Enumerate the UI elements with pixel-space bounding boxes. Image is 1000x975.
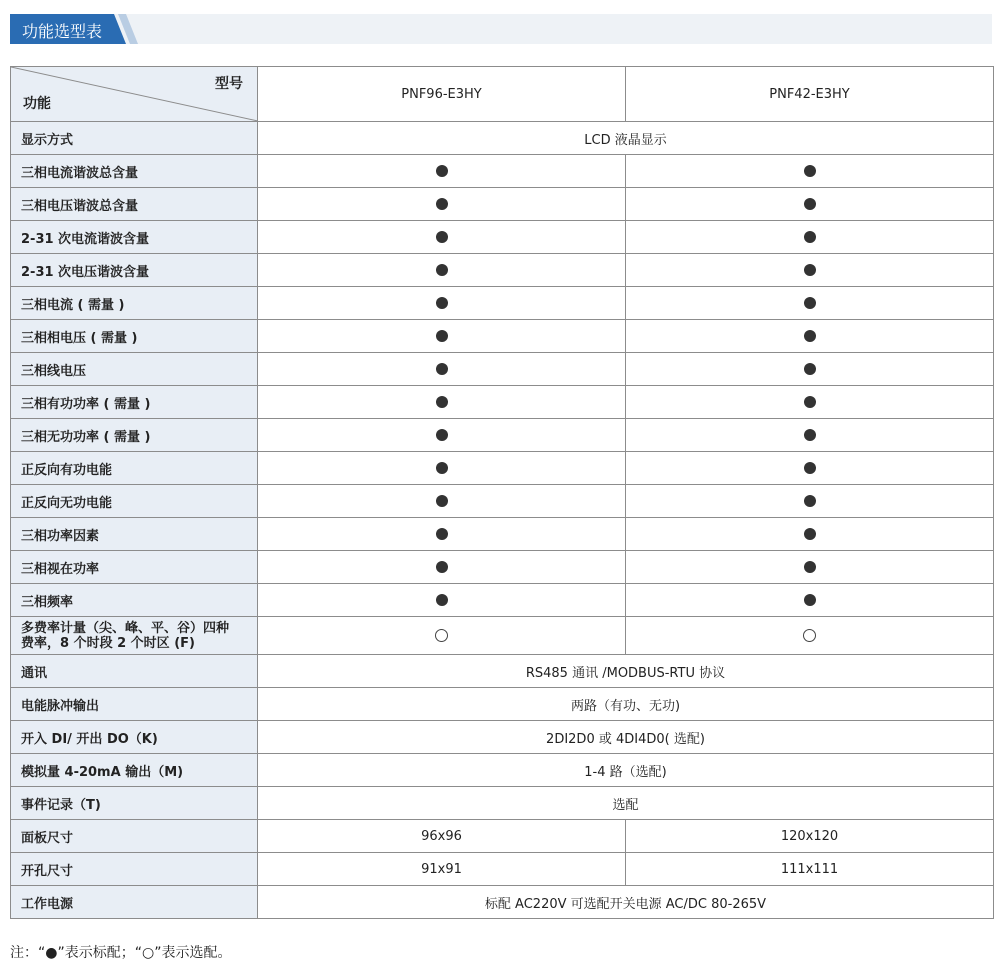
row-label-line: 费率，8 个时段 2 个时区 (F) — [21, 635, 195, 651]
mark-cell — [626, 320, 994, 353]
value-cell: 91x91 — [258, 853, 626, 886]
table-row — [11, 853, 994, 886]
mark-cell — [258, 584, 626, 617]
row-label: 显示方式 — [11, 122, 258, 155]
row-label: 三相有功功率 ( 需量 ) — [11, 386, 258, 419]
function-selection-table — [10, 66, 994, 919]
row-label: 三相频率 — [11, 584, 258, 617]
standard-mark-icon — [804, 594, 816, 606]
row-label: 开入 DI/ 开出 DO（K) — [11, 721, 258, 754]
mark-cell — [626, 188, 994, 221]
row-label: 三相电流谐波总含量 — [11, 155, 258, 188]
standard-mark-icon — [804, 429, 816, 441]
row-label: 三相无功功率 ( 需量 ) — [11, 419, 258, 452]
value-cell: 111x111 — [626, 853, 994, 886]
standard-mark-icon — [436, 495, 448, 507]
spanned-value: 两路（有功、无功) — [258, 688, 994, 721]
standard-mark-icon — [804, 264, 816, 276]
corner-function-label: 功能 — [23, 96, 51, 112]
row-label: 2-31 次电流谐波含量 — [11, 221, 258, 254]
mark-cell — [258, 287, 626, 320]
standard-mark-icon — [804, 165, 816, 177]
table-row — [11, 886, 994, 919]
mark-cell — [258, 419, 626, 452]
mark-cell — [626, 353, 994, 386]
table-row — [11, 754, 994, 787]
mark-cell — [626, 287, 994, 320]
standard-mark-icon — [804, 561, 816, 573]
mark-cell — [258, 221, 626, 254]
row-label: 面板尺寸 — [11, 820, 258, 853]
mark-cell — [626, 386, 994, 419]
row-label: 三相电流 ( 需量 ) — [11, 287, 258, 320]
table-row — [11, 820, 994, 853]
mark-cell — [626, 155, 994, 188]
table-row — [11, 254, 994, 287]
table-header-row — [11, 67, 994, 122]
standard-mark-icon — [436, 594, 448, 606]
mark-cell — [258, 617, 626, 655]
mark-cell — [626, 254, 994, 287]
standard-mark-icon — [804, 396, 816, 408]
table-row — [11, 518, 994, 551]
row-label: 工作电源 — [11, 886, 258, 919]
standard-mark-icon — [436, 396, 448, 408]
spanned-value: LCD 液晶显示 — [258, 122, 994, 155]
model-header: PNF96-E3HY — [258, 67, 626, 122]
table-row — [11, 485, 994, 518]
table-row — [11, 551, 994, 584]
mark-cell — [626, 452, 994, 485]
mark-cell — [626, 584, 994, 617]
standard-mark-icon — [804, 297, 816, 309]
standard-mark-icon — [804, 462, 816, 474]
mark-cell — [626, 221, 994, 254]
standard-mark-icon — [804, 528, 816, 540]
row-label: 模拟量 4-20mA 输出（M) — [11, 754, 258, 787]
standard-mark-icon — [436, 462, 448, 474]
mark-cell — [626, 419, 994, 452]
table-row — [11, 787, 994, 820]
standard-mark-icon — [804, 198, 816, 210]
row-label: 三相线电压 — [11, 353, 258, 386]
spanned-value: 选配 — [258, 787, 994, 820]
row-label: 正反向无功电能 — [11, 485, 258, 518]
row-label: 2-31 次电压谐波含量 — [11, 254, 258, 287]
standard-mark-icon — [436, 528, 448, 540]
mark-cell — [626, 551, 994, 584]
row-label: 电能脉冲输出 — [11, 688, 258, 721]
mark-cell — [626, 518, 994, 551]
standard-mark-icon — [436, 198, 448, 210]
table-row — [11, 617, 994, 655]
standard-mark-icon — [436, 297, 448, 309]
standard-mark-icon — [436, 165, 448, 177]
standard-mark-icon — [804, 231, 816, 243]
mark-cell — [258, 518, 626, 551]
row-label: 开孔尺寸 — [11, 853, 258, 886]
corner-model-label: 型号 — [215, 76, 243, 92]
table-row — [11, 287, 994, 320]
row-label: 三相功率因素 — [11, 518, 258, 551]
table-row — [11, 221, 994, 254]
section-title-tab — [10, 14, 138, 44]
row-label: 正反向有功电能 — [11, 452, 258, 485]
table-row — [11, 419, 994, 452]
table-row — [11, 584, 994, 617]
row-label — [11, 617, 258, 655]
mark-cell — [626, 485, 994, 518]
spanned-value: 1-4 路（选配) — [258, 754, 994, 787]
table-row — [11, 452, 994, 485]
mark-cell — [258, 353, 626, 386]
table-row — [11, 188, 994, 221]
value-cell: 120x120 — [626, 820, 994, 853]
row-label: 三相电压谐波总含量 — [11, 188, 258, 221]
standard-mark-icon — [436, 231, 448, 243]
standard-mark-icon — [436, 561, 448, 573]
mark-cell — [258, 155, 626, 188]
mark-cell — [626, 617, 994, 655]
standard-mark-icon — [804, 330, 816, 342]
row-label: 通讯 — [11, 655, 258, 688]
model-header: PNF42-E3HY — [626, 67, 994, 122]
section-header-band — [10, 14, 992, 44]
spanned-value: 2DI2D0 或 4DI4D0( 选配) — [258, 721, 994, 754]
standard-mark-icon — [436, 429, 448, 441]
mark-cell — [258, 485, 626, 518]
mark-cell — [258, 188, 626, 221]
table-row — [11, 122, 994, 155]
spanned-value: RS485 通讯 /MODBUS-RTU 协议 — [258, 655, 994, 688]
mark-cell — [258, 320, 626, 353]
table-row — [11, 386, 994, 419]
row-label: 三相视在功率 — [11, 551, 258, 584]
standard-mark-icon — [436, 264, 448, 276]
table-row — [11, 655, 994, 688]
table-row — [11, 721, 994, 754]
standard-mark-icon — [436, 330, 448, 342]
optional-mark-icon — [435, 629, 448, 642]
optional-mark-icon — [803, 629, 816, 642]
mark-cell — [258, 254, 626, 287]
spanned-value: 标配 AC220V 可选配开关电源 AC/DC 80-265V — [258, 886, 994, 919]
table-row — [11, 353, 994, 386]
row-label-line: 多费率计量（尖、峰、平、谷）四种 — [21, 620, 230, 636]
value-cell: 96x96 — [258, 820, 626, 853]
section-title: 功能选型表 — [22, 22, 103, 41]
row-label: 事件记录（T) — [11, 787, 258, 820]
table-row — [11, 320, 994, 353]
mark-cell — [258, 386, 626, 419]
standard-mark-icon — [804, 363, 816, 375]
table-row — [11, 155, 994, 188]
corner-cell — [11, 67, 258, 122]
standard-mark-icon — [804, 495, 816, 507]
mark-cell — [258, 551, 626, 584]
row-label: 三相相电压 ( 需量 ) — [11, 320, 258, 353]
standard-mark-icon — [436, 363, 448, 375]
table-row — [11, 688, 994, 721]
mark-cell — [258, 452, 626, 485]
legend-note: 注：“●”表示标配；“○”表示选配。 — [10, 945, 232, 961]
